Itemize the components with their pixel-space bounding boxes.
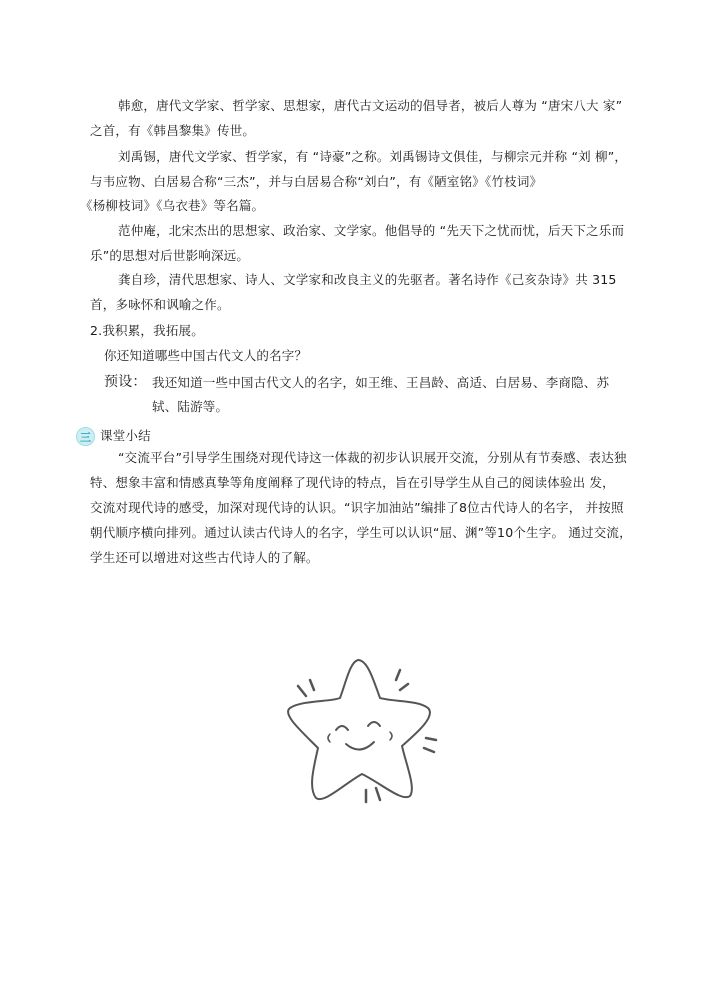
text-line: 与韦应物、白居易合称“三杰”，并与白居易合称“刘白”，有《陋室铭》《竹枝词》 — [90, 174, 543, 189]
text-line: 我还知道一些中国古代文人的名字，如王维、王昌龄、高适、白居易、李商隐、苏 — [152, 375, 610, 390]
preset-label: 预设： — [104, 374, 147, 390]
text-line: 首，多咏怀和讽喻之作。 — [90, 297, 230, 312]
section-heading: 2.我积累，我拓展。 — [90, 323, 204, 338]
text-line: 轼、陆游等。 — [152, 399, 229, 414]
text-line: 交流对现代诗的感受，加深对现代诗的认识。“识字加油站”编排了8位古代诗人的名字， 并按照 — [90, 500, 624, 515]
text-line: 朝代顺序横向排列。通过认读古代诗人的名字，学生可以认识“屈、渊”等10个生字。 通过交流， — [90, 525, 632, 540]
text-line: 乐”的思想对后世影响深远。 — [90, 248, 250, 263]
text-line: 龚自珍，清代思想家、诗人、文学家和改良主义的先驱者。著名诗作《己亥杂诗》共 315 — [118, 272, 617, 287]
text-line: “交流平台”引导学生围绕对现代诗这一体裁的初步认识展开交流，分别从有节奏感、表达独 — [118, 450, 627, 465]
text-line: 特、想象丰富和情感真挚等角度阐释了现代诗的特点，旨在引导学生从自己的阅读体验出 发， — [90, 475, 615, 490]
section-heading: 课堂小结 — [100, 428, 151, 443]
smiling-star-icon — [278, 652, 444, 810]
text-line: 刘禹锡，唐代文学家、哲学家，有 “诗豪”之称。刘禹锡诗文俱佳，与柳宗元并称 “刘 柳”， — [118, 149, 628, 164]
text-line: 之首，有《韩昌黎集》传世。 — [90, 123, 256, 138]
text-line: 韩愈，唐代文学家、哲学家、思想家，唐代古文运动的倡导者，被后人尊为 “唐宋八大 家” — [118, 98, 623, 113]
question-text: 你还知道哪些中国古代文人的名字？ — [104, 348, 308, 363]
text-line: 范仲庵，北宋杰出的思想家、政治家、文学家。他倡导的 “先天下之忧而忧，后天下之乐而 — [118, 223, 625, 238]
text-line: 学生还可以增进对这些古代诗人的了解。 — [90, 550, 319, 565]
text-line: 《杨柳枝词》《乌衣巷》等名篇。 — [80, 198, 265, 213]
section-number-badge: 三 — [76, 427, 95, 446]
